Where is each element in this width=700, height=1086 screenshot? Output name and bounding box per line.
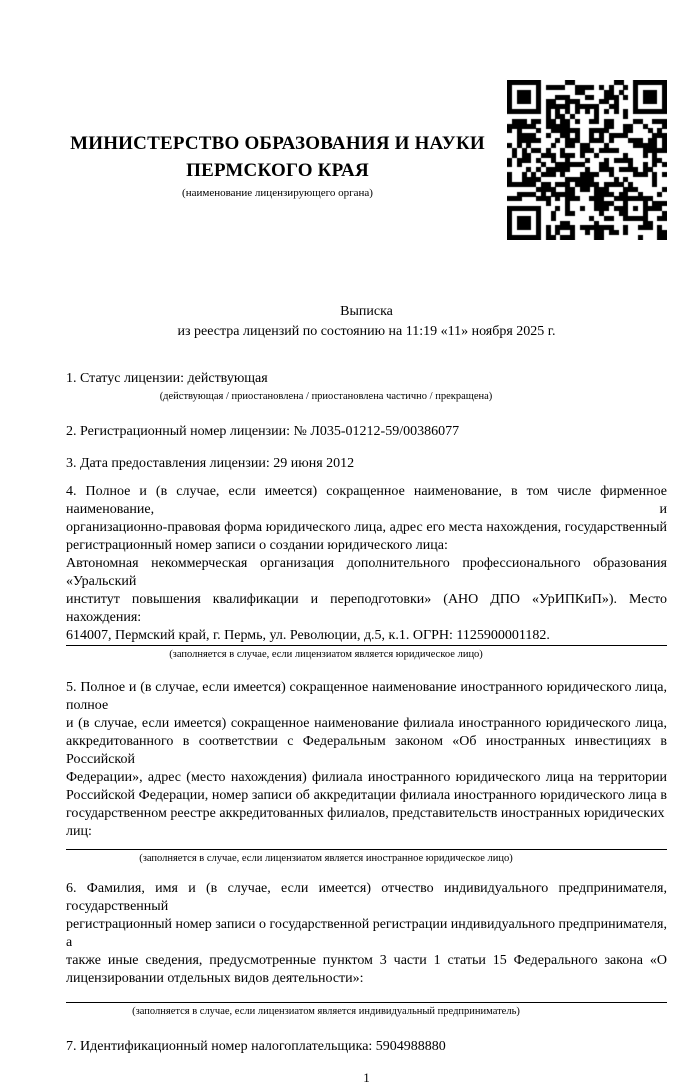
section-6-divider xyxy=(66,1002,667,1003)
section-2-registration-number: 2. Регистрационный номер лицензии: № Л035-01212-59/00386077 xyxy=(66,424,460,439)
section-4-line: Автономная некоммерческая организация дополнительного профессионального образования «Уральский xyxy=(66,556,667,589)
qr-code xyxy=(507,80,667,240)
page-number: 1 xyxy=(363,1070,370,1085)
section-5-line: 5. Полное и (в случае, если имеется) сокращенное наименование иностранного юридического лица, полное xyxy=(66,680,667,713)
qr-code-icon xyxy=(507,80,667,240)
section-5-line: и (в случае, если имеется) сокращенное наименование филиала иностранного юридического лица, xyxy=(66,716,667,731)
title-line1: Выписка xyxy=(340,304,393,319)
document-title xyxy=(66,302,667,342)
section-6-individual-entrepreneur xyxy=(66,880,667,988)
section-6-line: лицензировании отдельных видов деятельности»: xyxy=(66,971,364,986)
section-6-caption: (заполняется в случае, если лицензиатом является индивидуальный предприниматель) xyxy=(132,1006,520,1017)
licensing-authority-name xyxy=(66,80,507,200)
section-5-line: Российской Федерации, номер записи об аккредитации филиала иностранного юридического лица в xyxy=(66,788,667,803)
ministry-name-caption: (наименование лицензирующего органа) xyxy=(182,187,373,199)
section-1-license-status: 1. Статус лицензии: действующая xyxy=(66,371,268,386)
section-4-legal-entity xyxy=(66,483,667,645)
section-4-divider xyxy=(66,645,667,646)
ministry-name-line2: ПЕРМСКОГО КРАЯ xyxy=(186,160,369,181)
section-3-grant-date: 3. Дата предоставления лицензии: 29 июня 2012 xyxy=(66,456,355,471)
section-4-line: институт повышения квалификации и переподготовки» (АНО ДПО «УрИПКиП»). Место нахождения: xyxy=(66,592,667,625)
section-5-caption: (заполняется в случае, если лицензиатом является иностранное юридическое лицо) xyxy=(139,853,513,864)
section-4-caption: (заполняется в случае, если лицензиатом является юридическое лицо) xyxy=(169,649,483,660)
section-4-line: регистрационный номер записи о создании юридического лица: xyxy=(66,538,448,553)
section-6-line: регистрационный номер записи о государственной регистрации индивидуального предпринимателя, а xyxy=(66,917,667,950)
section-4-line: 614007, Пермский край, г. Пермь, ул. Революции, д.5, к.1. ОГРН: 1125900001182. xyxy=(66,628,550,643)
section-6-line: также иные сведения, предусмотренные пунктом 3 части 1 статьи 15 Федерального закона «О xyxy=(66,953,667,968)
document-body xyxy=(66,302,667,1086)
section-7-taxpayer-id: 7. Идентификационный номер налогоплательщика: 5904988880 xyxy=(66,1039,446,1054)
section-6-line: 6. Фамилия, имя и (в случае, если имеется) отчество индивидуального предпринимателя, государственный xyxy=(66,881,667,914)
license-extract-document xyxy=(0,80,700,1085)
title-line2: из реестра лицензий по состоянию на 11:19 «11» ноября 2025 г. xyxy=(177,324,556,339)
ministry-name-line1: МИНИСТЕРСТВО ОБРАЗОВАНИЯ И НАУКИ xyxy=(70,133,485,154)
section-5-divider xyxy=(66,849,667,850)
section-5-foreign-entity xyxy=(66,679,667,841)
section-5-line: аккредитованного в соответствии с Федеральным законом «Об иностранных инвестициях в Российской xyxy=(66,734,667,767)
section-4-line: 4. Полное и (в случае, если имеется) сокращенное наименование, в том числе фирменное наименование, и xyxy=(66,484,667,517)
section-1-caption: (действующая / приостановлена / приостановлена частично / прекращена) xyxy=(159,391,493,402)
section-4-line: организационно-правовая форма юридического лица, адрес его места нахождения, государственный xyxy=(66,520,667,535)
section-5-line: государственном реестре аккредитованных филиалов, представительств иностранных юридических лиц: xyxy=(66,806,665,839)
section-5-line: Федерации», адрес (место нахождения) филиала иностранного юридического лица на территории xyxy=(66,770,667,785)
document-header xyxy=(66,80,667,240)
